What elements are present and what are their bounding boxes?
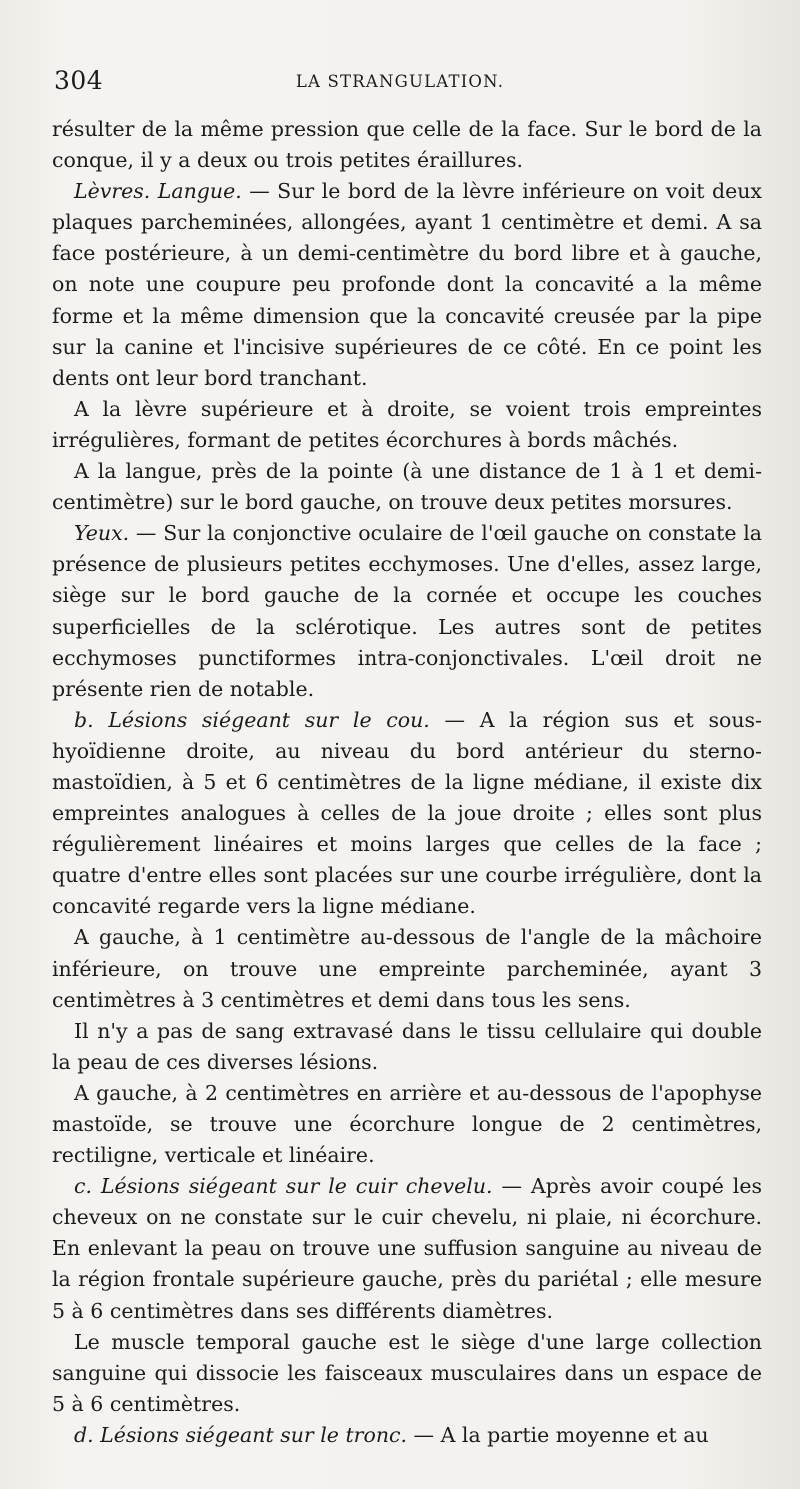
paragraph-text: — A la partie moyenne et au bbox=[407, 1422, 709, 1447]
body-text bbox=[52, 114, 762, 1451]
paragraph-text: résulter de la même pression que celle de la face. Sur le bord de la conque, il y a deux ou trois petites éraillures. bbox=[52, 117, 762, 173]
paragraph-text: Le muscle temporal gauche est le siège d'une large collection sanguine qui dissocie les faisceaux musculaires dans un espace de 5 à 6 centimètres. bbox=[52, 1329, 762, 1416]
paragraph bbox=[52, 705, 762, 923]
paragraph-lead: b. Lésions siégeant sur le cou. bbox=[74, 707, 430, 732]
paragraph bbox=[52, 1327, 762, 1420]
paragraph bbox=[52, 1420, 762, 1451]
paragraph-text: A la langue, près de la pointe (à une distance de 1 à 1 et demi-centimètre) sur le bord gauche, on trouve deux petites morsures. bbox=[52, 459, 762, 515]
paragraph bbox=[52, 1016, 762, 1078]
paragraph-lead: c. Lésions siégeant sur le cuir chevelu. bbox=[74, 1174, 493, 1199]
paragraph-text: — Après avoir coupé les cheveux on ne constate sur le cuir chevelu, ni plaie, ni écorchure. En enlevant la peau on trouve une suffusion sanguine au niveau de la région frontale supérieure gauche, près du pariétal ; elle mesure 5 à 6 centimètres dans ses différents diamètres. bbox=[52, 1174, 763, 1323]
paragraph-lead: Lèvres. Langue. bbox=[74, 179, 242, 204]
paragraph-text: A gauche, à 2 centimètres en arrière et au-dessous de l'apophyse mastoïde, se trouve une écorchure longue de 2 centimètres, rectiligne, verticale et linéaire. bbox=[52, 1080, 762, 1168]
paragraph bbox=[52, 1171, 762, 1326]
running-head bbox=[54, 66, 746, 100]
paragraph-lead: Yeux. bbox=[74, 521, 130, 546]
paragraph-text: Il n'y a pas de sang extravasé dans le tissu cellulaire qui double la peau de ces diverses lésions. bbox=[52, 1018, 762, 1074]
paragraph-text: — A la région sus et sous-hyoïdienne droite, au niveau du bord antérieur du sterno-mastoïdien, à 5 et 6 centimètres de la ligne médiane, il existe dix empreintes analogues à celles de la joue droite ; elles sont plus régulièrement linéaires et moins larges que celles de la face ; quatre d'entre elles sont placées sur une courbe irrégulière, dont la concavité regarde vers la ligne médiane. bbox=[52, 707, 762, 919]
paragraph-text: A gauche, à 1 centimètre au-dessous de l'angle de la mâchoire inférieure, on trouve une empreinte parcheminée, ayant 3 centimètres à 3 centimètres et demi dans tous les sens. bbox=[52, 925, 762, 1012]
paragraph bbox=[52, 456, 762, 518]
paragraph bbox=[52, 176, 762, 394]
paragraph bbox=[52, 114, 762, 176]
paragraph-text: — Sur le bord de la lèvre inférieure on voit deux plaques parcheminées, allongées, ayant 1 centimètre et demi. A sa face postérieure, à un demi-centimètre du bord libre et à gauche, on note une coupure peu profonde dont la concavité a la même forme et la même dimension que la concavité creusée par la pipe sur la canine et l'incisive supérieures de ce côté. En ce point les dents ont leur bord tranchant. bbox=[52, 179, 762, 390]
paragraph-text: A la lèvre supérieure et à droite, se voient trois empreintes irrégulières, formant de petites écorchures à bords mâchés. bbox=[52, 396, 762, 452]
paragraph-lead: d. Lésions siégeant sur le tronc. bbox=[74, 1422, 408, 1447]
paragraph bbox=[52, 922, 762, 1015]
page-number: 304 bbox=[54, 66, 104, 95]
paragraph bbox=[52, 394, 762, 456]
running-title: LA STRANGULATION. bbox=[295, 72, 505, 91]
paragraph bbox=[52, 518, 762, 705]
paragraph-text: — Sur la conjonctive oculaire de l'œil gauche on constate la présence de plusieurs petites ecchymoses. Une d'elles, assez large, siège sur le bord gauche de la cornée et occupe les couches superficielles de la sclérotique. Les autres sont de petites ecchymoses punctiformes intra-conjonctivales. L'œil droit ne présente rien de notable. bbox=[52, 521, 762, 701]
paragraph bbox=[52, 1078, 762, 1171]
